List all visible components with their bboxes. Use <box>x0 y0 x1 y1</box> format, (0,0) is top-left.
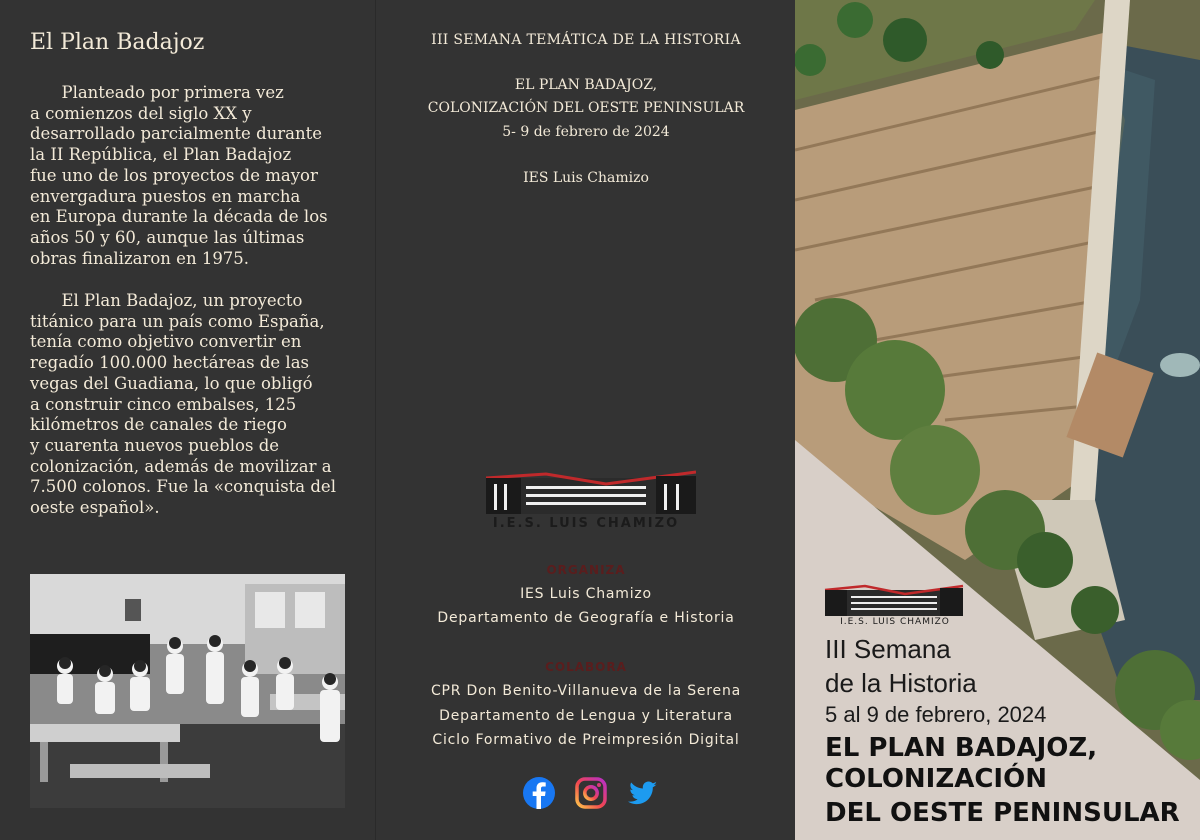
middle-panel <box>375 0 796 840</box>
cover-title-line2: COLONIZACIÓN <box>825 764 1047 794</box>
organiza-label: ORGANIZA <box>546 563 626 577</box>
cover-title-line3: DEL OESTE PENINSULAR <box>825 798 1180 828</box>
intro-paragraph: Planteado por primera vez a comienzos del siglo XX y desarrollado parcialmente durante la II República, el Plan Badajoz fue uno de los proyectos de mayor envergadura puestos en marcha en Europa durante la década de los años 50 y 60, aunque las últimas obras finalizaron en 1975. <box>30 83 328 268</box>
organizer-1: IES Luis Chamizo <box>520 586 652 602</box>
collaborator-1: CPR Don Benito-Villanueva de la Serena <box>430 683 742 699</box>
cover-dates: 5 al 9 de febrero, 2024 <box>825 702 1047 727</box>
event-title-line1: EL PLAN BADAJOZ, <box>514 77 658 93</box>
school-logo <box>486 470 696 514</box>
collaborator-3: Ciclo Formativo de Preimpresión Digital <box>432 732 740 748</box>
twitter-icon[interactable] <box>626 776 660 810</box>
event-dates: 5- 9 de febrero de 2024 <box>502 124 670 140</box>
collaborator-2: Departamento de Lengua y Literatura <box>439 708 733 724</box>
cover-semana-line1: III Semana <box>825 634 951 664</box>
colabora-label: COLABORA <box>545 660 627 674</box>
venue: IES Luis Chamizo <box>523 170 649 186</box>
left-panel <box>0 0 375 840</box>
logo-caption: I.E.S. LUIS CHAMIZO <box>492 516 680 531</box>
facebook-icon[interactable] <box>522 776 556 810</box>
cover-title-line1: EL PLAN BADAJOZ, <box>825 733 1098 763</box>
cover-semana-line2: de la Historia <box>825 668 977 698</box>
event-title-line2: COLONIZACIÓN DEL OESTE PENINSULAR <box>427 100 745 116</box>
classroom-photo <box>30 574 345 808</box>
cover-logo-caption: I.E.S. LUIS CHAMIZO <box>840 617 950 627</box>
instagram-icon[interactable] <box>574 776 608 810</box>
section-title: El Plan Badajoz <box>30 30 205 55</box>
organizer-2: Departamento de Geografía e Historia <box>437 610 735 626</box>
right-panel-cover <box>795 0 1200 840</box>
event-series: III SEMANA TEMÁTICA DE LA HISTORIA <box>431 32 741 48</box>
project-paragraph: El Plan Badajoz, un proyecto titánico para un país como España, tenía como objetivo convertir en regadío 100.000 hectáreas de las vegas del Guadiana, lo que obligó a construir cinco embalses, 125 kilómetros de canales de riego y cuarenta nuevos pueblos de colonización, además de movilizar a 7.500 colonos. Fue la «conquista del oeste español». <box>30 291 336 518</box>
